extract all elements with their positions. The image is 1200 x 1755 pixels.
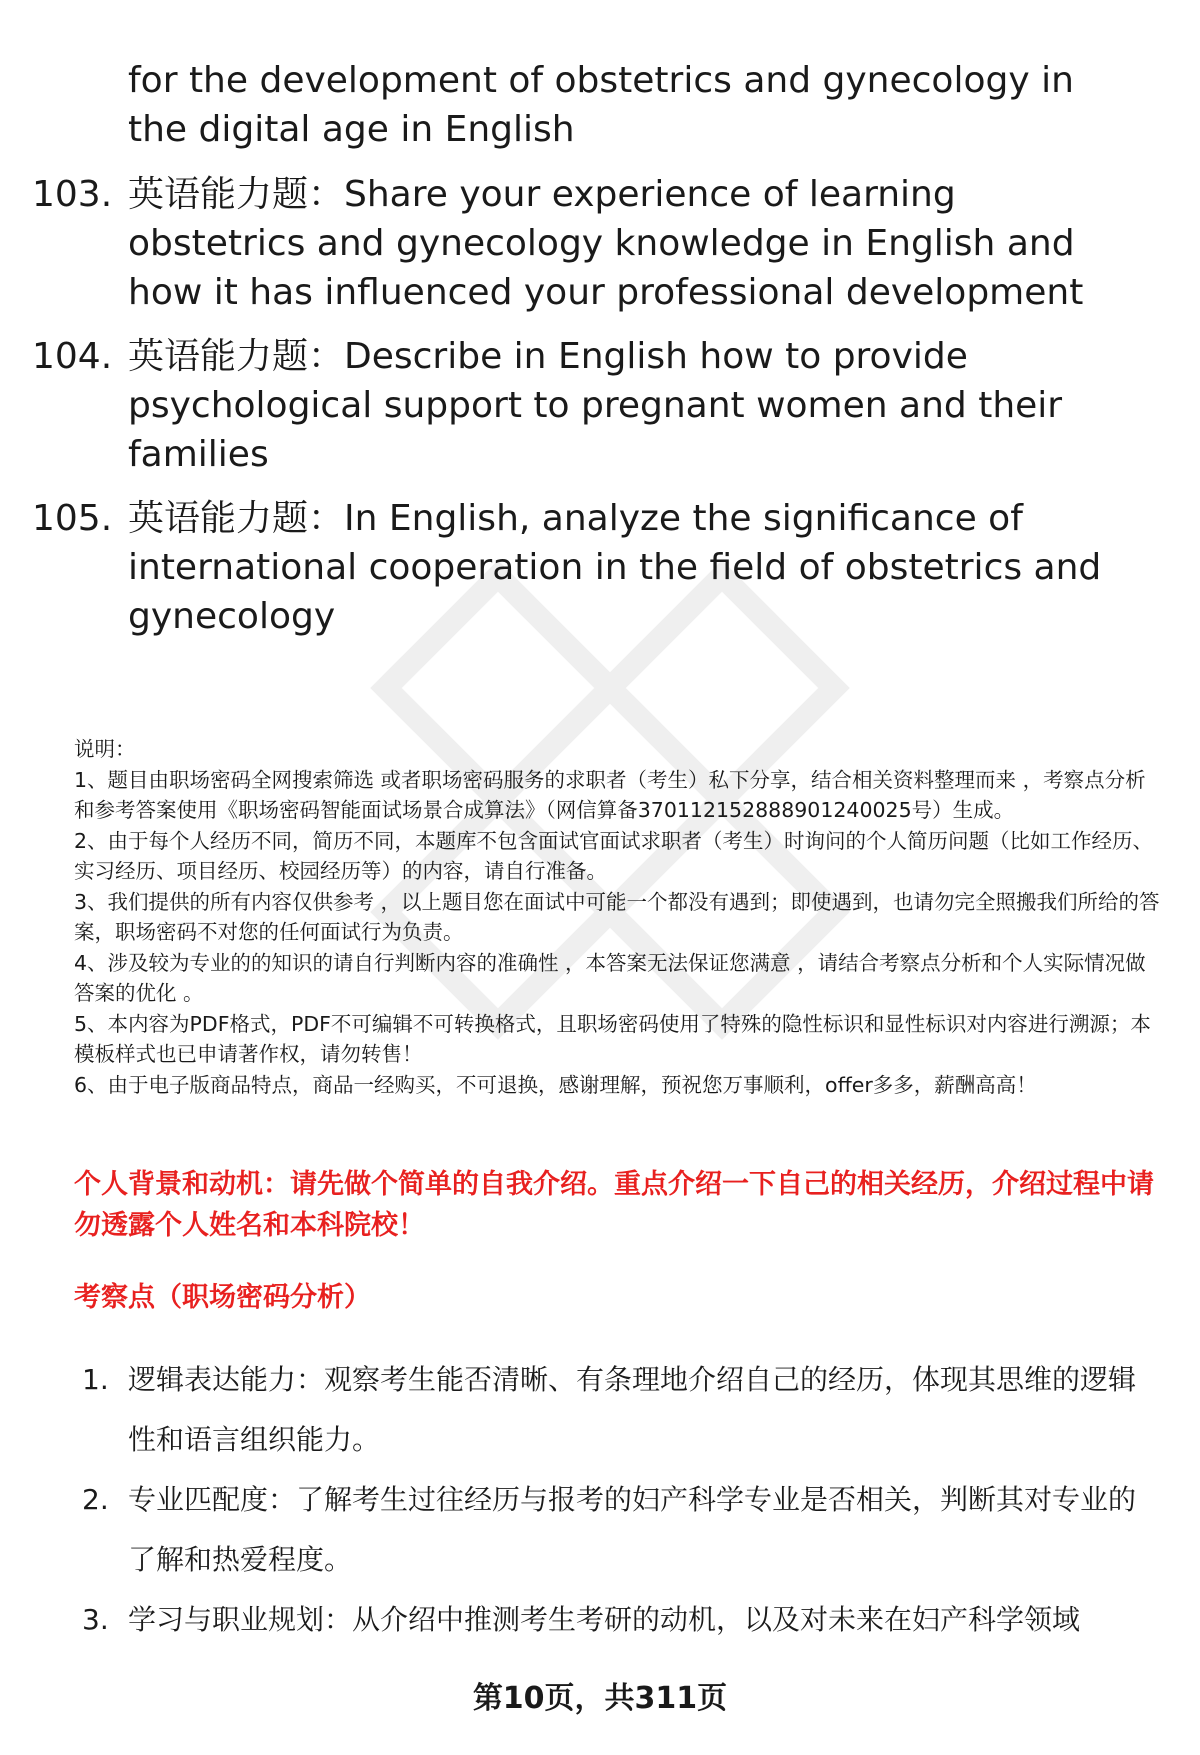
point-text: 逻辑表达能力：观察考生能否清晰、有条理地介绍自己的经历，体现其思维的逻辑性和语言组织能力。 [128, 1363, 1137, 1456]
page-footer: 第10页，共311页 [472, 1681, 728, 1716]
analysis-point [82, 1470, 1162, 1590]
point-number: 2. [82, 1483, 109, 1516]
point-text: 专业匹配度：了解考生过往经历与报考的妇产科学专业是否相关，判断其对专业的了解和热爱程度。 [128, 1483, 1137, 1576]
point-text: 学习与职业规划：从介绍中推测考生考研的动机，以及对未来在妇产科学领域 [128, 1603, 1081, 1636]
question-number: 104. [32, 336, 113, 377]
analysis-point [82, 1350, 1162, 1470]
analysis-title: 考察点（职场密码分析） [74, 1282, 371, 1313]
question-continuation: for the development of obstetrics and gynecology in the digital age in English [128, 60, 1074, 150]
analysis-points [82, 1350, 1162, 1650]
notes-section [74, 734, 1164, 1100]
question-prefix: 英语能力题： [128, 336, 345, 377]
note-item: 2、由于每个人经历不同，简历不同，本题库不包含面试官面试求职者（考生）时询问的个人简历问题（比如工作经历、实习经历、项目经历、校园经历等）的内容，请自行准备。 [74, 828, 1154, 883]
note-item: 3、我们提供的所有内容仅供参考 ，以上题目您在面试中可能一个都没有遇到；即使遇到，也请勿完全照搬我们所给的答案，职场密码不对您的任何面试行为负责。 [74, 889, 1160, 944]
question-number: 105. [32, 498, 113, 539]
note-item: 1、题目由职场密码全网搜索筛选 或者职场密码服务的求职者（考生）私下分享，结合相关资料整理而来 ，考察点分析和参考答案使用《职场密码智能面试场景合成算法》（网信算备370112152888901240025号）生成。 [74, 767, 1146, 822]
note-item: 5、本内容为PDF格式，PDF不可编辑不可转换格式，且职场密码使用了特殊的隐性标识和显性标识对内容进行溯源；本模板样式也已申请著作权，请勿转售！ [74, 1011, 1151, 1066]
point-number: 3. [82, 1603, 109, 1636]
note-item: 4、涉及较为专业的的知识的请自行判断内容的准确性 ，本答案无法保证您满意 ，请结合考察点分析和个人实际情况做答案的优化 。 [74, 950, 1146, 1005]
question-prefix: 英语能力题： [128, 498, 345, 539]
question-number: 103. [32, 174, 113, 215]
question-text: Share your experience of learning obstetrics and gynecology knowledge in English and how it has influenced your professional development [128, 174, 1084, 313]
background-question: 个人背景和动机：请先做个简单的自我介绍。重点介绍一下自己的相关经历，介绍过程中请勿透露个人姓名和本科院校！ [74, 1169, 1154, 1241]
note-item: 6、由于电子版商品特点，商品一经购买，不可退换，感谢理解，预祝您万事顺利，offer多多，薪酬高高！ [74, 1072, 1037, 1097]
question-prefix: 英语能力题： [128, 174, 345, 215]
question-text: Describe in English how to provide psychological support to pregnant women and their families [128, 336, 1063, 475]
point-number: 1. [82, 1363, 109, 1396]
question-text: In English, analyze the significance of international cooperation in the field of obstetrics and gynecology [128, 498, 1102, 637]
analysis-point [82, 1590, 1162, 1650]
notes-title: 说明： [74, 737, 136, 761]
